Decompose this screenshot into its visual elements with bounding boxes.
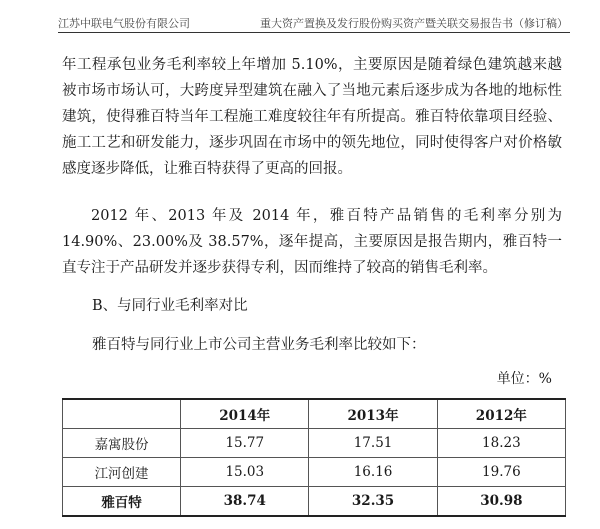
table-header-row xyxy=(63,399,566,429)
table-row xyxy=(63,487,566,517)
paragraph-product-margin: 2012 年、2013 年及 2014 年，雅百特产品销售的毛利率分别为 14.90%、23.00%及 38.57%，逐年提高，主要原因是报告期内，雅百特一直专注于产品研发并逐步获得专利，因而维持了较高的销售毛利率。 xyxy=(62,208,562,276)
cell-2013: 16.16 xyxy=(309,458,437,487)
margin-comparison-table xyxy=(62,398,566,517)
row-name: 嘉寓股份 xyxy=(63,429,181,458)
header-cell-2013: 2013年 xyxy=(309,399,437,429)
section-heading-b: B、与同行业毛利率对比 xyxy=(92,298,248,314)
table-intro: 雅百特与同行业上市公司主营业务毛利率比较如下： xyxy=(92,337,426,353)
header-doc-title: 重大资产置换及发行股份购买资产暨关联交易报告书（修订稿） xyxy=(260,17,568,30)
cell-2014: 15.77 xyxy=(181,429,309,458)
cell-2014: 15.03 xyxy=(181,458,309,487)
table-row xyxy=(63,458,566,487)
header-company: 江苏中联电气股份有限公司 xyxy=(58,17,190,30)
cell-2012: 30.98 xyxy=(437,487,565,517)
unit-label: 单位：% xyxy=(496,371,552,387)
paragraph-engineering-margin: 年工程承包业务毛利率较上年增加 5.10%，主要原因是随着绿色建筑越来越被市场市场认可，大跨度异型建筑在融入了当地元素后逐步成为各地的地标性建筑，使得雅百特当年工程施工难度较往年有所提高。雅百特依靠项目经验、施工工艺和研发能力，逐步巩固在市场中的领先地位，同时使得客户对价格敏感度逐步降低，让雅百特获得了更高的回报。 xyxy=(62,57,562,177)
row-name: 雅百特 xyxy=(63,487,181,517)
row-name: 江河创建 xyxy=(63,458,181,487)
page-header xyxy=(58,12,570,33)
header-cell-2014: 2014年 xyxy=(181,399,309,429)
cell-2014: 38.74 xyxy=(181,487,309,517)
header-cell-name xyxy=(63,399,181,429)
cell-2012: 18.23 xyxy=(437,429,565,458)
cell-2013: 17.51 xyxy=(309,429,437,458)
cell-2012: 19.76 xyxy=(437,458,565,487)
table-row xyxy=(63,429,566,458)
cell-2013: 32.35 xyxy=(309,487,437,517)
header-cell-2012: 2012年 xyxy=(437,399,565,429)
